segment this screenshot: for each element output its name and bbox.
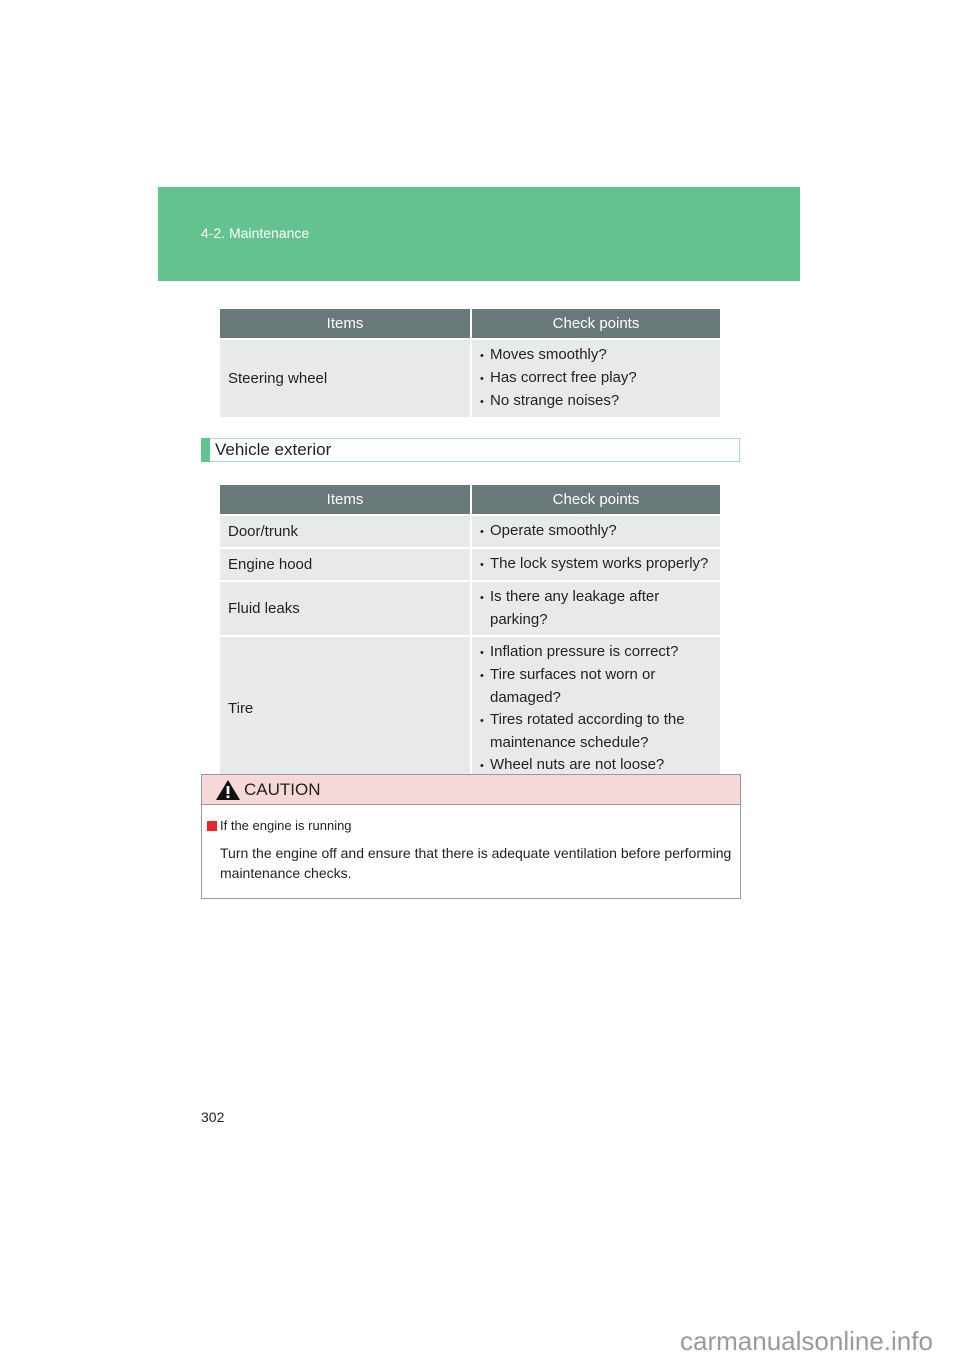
check-item: • Operate smoothly?	[480, 520, 712, 543]
col-items: Items	[220, 485, 471, 515]
table-row	[220, 636, 721, 781]
col-items: Items	[220, 309, 471, 339]
interior-check-table	[220, 309, 722, 417]
item-cell: Engine hood	[220, 548, 471, 581]
item-cell: Steering wheel	[220, 339, 471, 417]
check-item: • Inflation pressure is correct?	[480, 641, 712, 664]
checks-cell	[471, 515, 721, 548]
section-marker	[201, 438, 210, 462]
checks-cell	[471, 636, 721, 781]
red-square-icon	[207, 821, 217, 831]
chapter-header	[158, 187, 800, 281]
item-cell: Fluid leaks	[220, 581, 471, 636]
section-heading	[201, 438, 740, 462]
chapter-title: 4-2. Maintenance	[201, 225, 310, 241]
caution-header	[202, 775, 740, 805]
warning-icon	[215, 779, 241, 801]
check-item: • Wheel nuts are not loose?	[480, 754, 712, 777]
checks-cell	[471, 339, 721, 417]
checks-cell	[471, 581, 721, 636]
page-number: 302	[201, 1109, 225, 1125]
table-row	[220, 581, 721, 636]
checks-cell	[471, 548, 721, 581]
caution-body: Turn the engine off and ensure that there is adequate ventilation before performing maintenance checks.	[220, 845, 732, 881]
check-item: • Moves smoothly?	[480, 344, 712, 367]
table-row	[220, 515, 721, 548]
watermark: carmanualsonline.info	[680, 1326, 933, 1356]
col-check-points: Check points	[471, 309, 721, 339]
check-item: • Tires rotated according to the maintenance schedule?	[480, 709, 712, 754]
table-row	[220, 548, 721, 581]
caution-title	[207, 818, 352, 833]
table-row	[220, 339, 721, 417]
exterior-check-table	[220, 485, 722, 781]
caution-label: CAUTION	[244, 780, 321, 799]
caution-title-text: If the engine is running	[220, 818, 352, 833]
caution-box	[201, 774, 741, 899]
check-item: • Is there any leakage after parking?	[480, 586, 712, 631]
check-item: • Tire surfaces not worn or damaged?	[480, 664, 712, 709]
section-title: Vehicle exterior	[215, 440, 332, 459]
check-item: • No strange noises?	[480, 390, 712, 413]
item-cell: Door/trunk	[220, 515, 471, 548]
check-item: • The lock system works properly?	[480, 553, 712, 576]
check-item: • Has correct free play?	[480, 367, 712, 390]
item-cell: Tire	[220, 636, 471, 781]
col-check-points: Check points	[471, 485, 721, 515]
